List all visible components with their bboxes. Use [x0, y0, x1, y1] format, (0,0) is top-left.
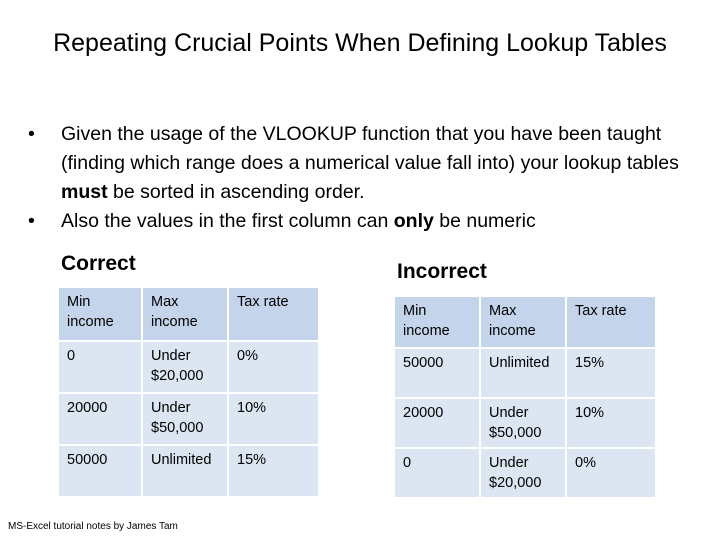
table-header-row: [58, 287, 319, 341]
table-header-row: [394, 296, 656, 348]
incorrect-heading: Incorrect: [397, 260, 487, 283]
slide-title: Repeating Crucial Points When Defining Lookup Tables: [53, 29, 667, 57]
table-row: [58, 445, 319, 497]
header-cell: Tax rate: [228, 287, 319, 341]
footer-credit: MS-Excel tutorial notes by James Tam: [8, 521, 178, 532]
table-cell: Under $20,000: [480, 448, 566, 498]
table-row: [394, 348, 656, 398]
bullet-dot-icon: •: [28, 123, 35, 145]
table-row: [58, 393, 319, 445]
table-cell: 20000: [58, 393, 142, 445]
table-cell: 10%: [228, 393, 319, 445]
correct-heading: Correct: [61, 252, 136, 275]
bullet-dot-icon: •: [28, 210, 35, 232]
bullet-list: [28, 120, 698, 236]
table-cell: Under $20,000: [142, 341, 228, 393]
table-cell: 0: [58, 341, 142, 393]
header-cell: Max income: [142, 287, 228, 341]
bullet-text: be sorted in ascending order.: [107, 181, 365, 203]
table-cell: 0%: [566, 448, 656, 498]
incorrect-lookup-table: [393, 295, 657, 499]
table-cell: 15%: [566, 348, 656, 398]
bullet-text: be numeric: [433, 210, 536, 232]
table-cell: 15%: [228, 445, 319, 497]
header-cell: Tax rate: [566, 296, 656, 348]
header-cell: Min income: [394, 296, 480, 348]
table-cell: 0: [394, 448, 480, 498]
emphasis-text: only: [393, 210, 434, 232]
header-cell: Min income: [58, 287, 142, 341]
correct-lookup-table: [57, 286, 320, 498]
header-cell: Max income: [480, 296, 566, 348]
emphasis-text: must: [61, 181, 108, 203]
table-row: [394, 448, 656, 498]
bullet-text: Also the values in the first column can: [61, 210, 394, 232]
table-cell: 20000: [394, 398, 480, 448]
table-cell: Under $50,000: [142, 393, 228, 445]
table-cell: Under $50,000: [480, 398, 566, 448]
table-cell: 50000: [58, 445, 142, 497]
table-cell: Unlimited: [142, 445, 228, 497]
table-cell: Unlimited: [480, 348, 566, 398]
bullet-item: [28, 207, 698, 236]
table-cell: 0%: [228, 341, 319, 393]
bullet-text: Given the usage of the VLOOKUP function that you have been taught (finding which range does a numerical value fall into) your lookup tables: [61, 123, 679, 174]
table-cell: 50000: [394, 348, 480, 398]
table-row: [394, 398, 656, 448]
table-cell: 10%: [566, 398, 656, 448]
table-row: [58, 341, 319, 393]
bullet-item: [28, 120, 698, 207]
